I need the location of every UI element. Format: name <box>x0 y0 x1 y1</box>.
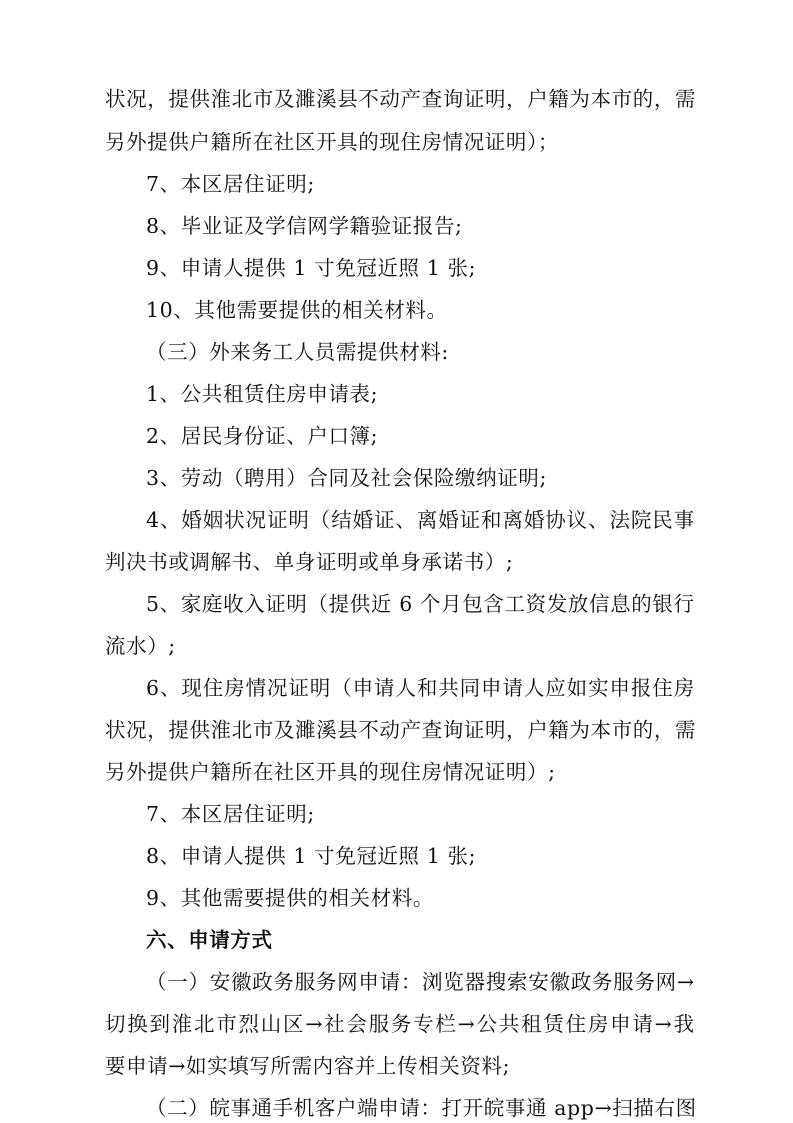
text-line: 5 、 家 庭 收 入 证 明 （ 提 供 近 6 个 月 包 含 工 资 发 放 信 息 的 银 行 <box>146 592 695 616</box>
text-line: 7、本区居住证明; <box>146 802 315 826</box>
text-line: 9、其他需要提供的相关材料。 <box>146 886 434 910</box>
text-line: 另外提供户籍所在社区开具的现住房情况证明）; <box>105 760 556 784</box>
text-line: 8、申请人提供 1 寸免冠近照 1 张; <box>146 844 477 868</box>
text-line: 9、申请人提供 1 寸免冠近照 1 张; <box>146 256 477 280</box>
text-line: 状 况 ， 提 供 淮 北 市 及 濉 溪 县 不 动 产 查 询 证 明 ， 户 籍 为 本 市 的 ， 需 <box>105 718 697 742</box>
text-line: 另外提供户籍所在社区开具的现住房情况证明）； <box>105 130 559 154</box>
text-line: 4 、 婚 姻 状 况 证 明 （ 结 婚 证 、 离 婚 证 和 离 婚 协 议 、 法 院 民 事 <box>146 508 695 532</box>
text-line: 要申请→如实填写所需内容并上传相关资料; <box>105 1054 511 1078</box>
text-line: （ 一 ） 安 徽 政 务 服 务 网 申 请 ： 浏 览 器 搜 索 安 徽 政 务 服 务 网 → <box>146 970 695 994</box>
text-line: 3、劳动（聘用）合同及社会保险缴纳证明; <box>146 466 547 490</box>
text-line: 判决书或调解书、单身证明或单身承诺书）; <box>105 550 514 574</box>
text-line: 10、其他需要提供的相关材料。 <box>146 298 448 322</box>
section-heading: 六、申请方式 <box>146 928 273 952</box>
text-line: 8、毕业证及学信网学籍验证报告; <box>146 214 463 238</box>
text-line: 切 换 到 淮 北 市 烈 山 区 → 社 会 服 务 专 栏 → 公 共 租 赁 住 房 申 请 → 我 <box>105 1012 695 1036</box>
text-line: 7、本区居住证明; <box>146 172 315 196</box>
text-line: 状 况 ， 提 供 淮 北 市 及 濉 溪 县 不 动 产 查 询 证 明 ， 户 籍 为 本 市 的 ， 需 <box>105 87 697 111</box>
text-line: 流水）; <box>105 634 176 658</box>
text-line: 6 、 现 住 房 情 况 证 明 （ 申 请 人 和 共 同 申 请 人 应 如 实 申 报 住 房 <box>146 676 695 700</box>
text-line: 1、公共租赁住房申请表; <box>146 382 379 406</box>
section-heading: （三）外来务工人员需提供材料: <box>146 340 449 364</box>
text-line: 2、居民身份证、户口簿; <box>146 424 379 448</box>
text-line: （ 二 ） 皖 事 通 手 机 客 户 端 申 请 ： 打 开 皖 事 通 a p p → 扫 描 右 图 <box>146 1096 697 1120</box>
